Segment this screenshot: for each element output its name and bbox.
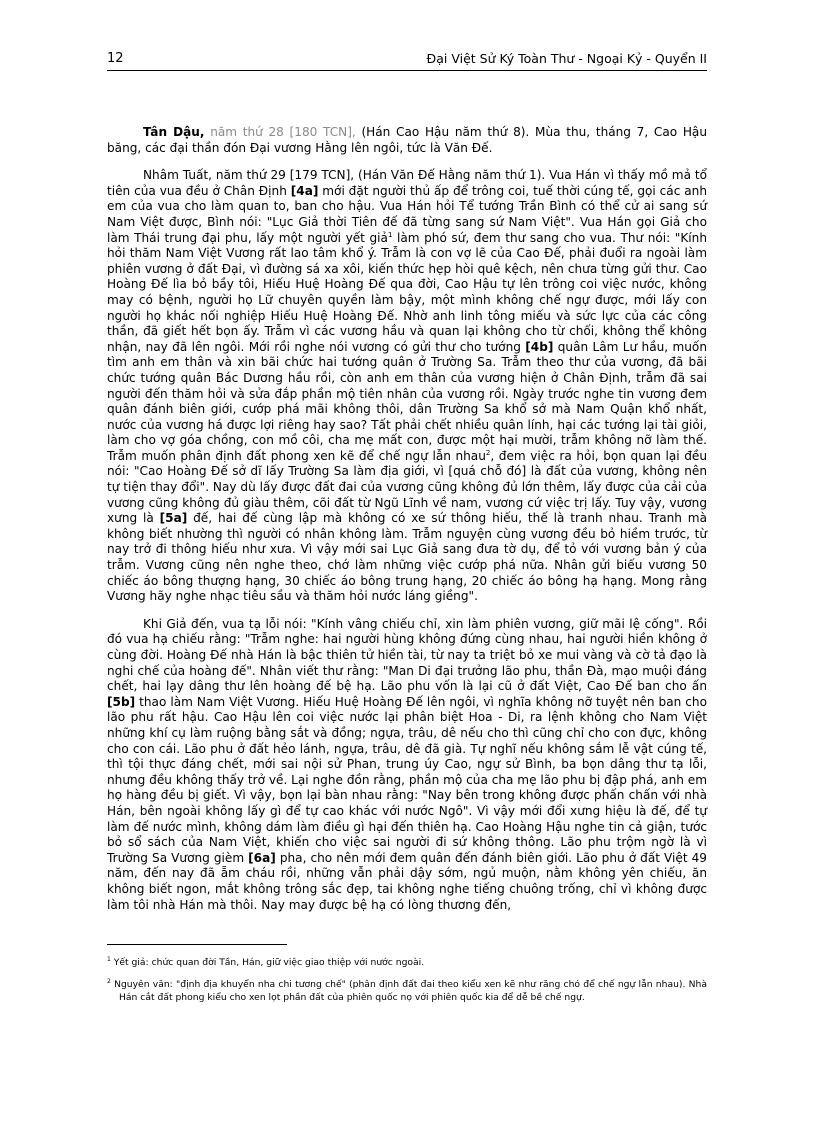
footnote-number: 2 (107, 978, 111, 986)
footnote-1 (107, 957, 707, 969)
main-text (107, 125, 707, 925)
paragraph-tan-dau (107, 125, 707, 156)
paragraph-nham-tuat (107, 168, 707, 605)
paragraph-text: đế, hai đế cùng lập mà không có xe sứ thông hiếu, thế là tranh nhau. Tranh mà không biết nhường thì người có nhân không làm. Trẫm nguyện cùng vương đều bỏ hiềm trước, từ nay trở đi thông hiếu như xưa. Vì vậy mới sai Lục Giả sang đưa tờ dụ, để tỏ với vương bản ý của trẫm. Vương cũng nên nghe theo, chớ làm những việc cướp phá nữa. Nhân gửi biếu vương 50 chiếc áo bông thượng hạng, 30 chiếc áo bông trung hạng, 20 chiếc áo bông hạ hạng. Mong rằng Vương hãy nghe nhạc tiêu sầu và thăm hỏi nước láng giềng". (107, 511, 707, 604)
paragraph-text: mới đặt người thủ ấp để trông coi, tuế thời cúng tế, gọi các anh em của vua cho làm quan to, ban cho hậu. Vua Hán hỏi Tể tướng Trần Bình có thể cử ai sang sứ Nam Việt được, Bình nói: "Lục Giả thời Tiên đế đã từng sang sứ Nam Việt". Vua Hán gọi Giả cho làm Thái trung đại phu, lấy một người yết giả (107, 183, 707, 245)
footnotes (107, 957, 707, 1014)
paragraph-text: , đem việc ra hỏi, bọn quan lại đều nói: "Cao Hoàng Đế sở dĩ lấy Trường Sa làm địa giới, vì [quá chỗ đó] là đất của vương, không nên tự tiện thay đổi". Nay dù lấy được đất đai của vương cũng không đủ lớn thêm, lấy được của cải của vương cũng không đủ giàu thêm, cõi đất từ Ngũ Lĩnh về nam, vương cứ việc trị lấy. Tuy vậy, vương xưng là (107, 448, 707, 526)
paragraph-text: làm phó sứ, đem thư sang cho vua. Thư nói: "Kính hỏi thăm Nam Việt Vương rất lao tâm khổ ý. Trẫm là con vợ lẽ của Cao Đế, phải đuổi ra ngoài làm phiên vương ở đất Đại, vì đường sá xa xôi, kiến thức hẹp hòi quê kệch, nên chưa từng gửi thư. Cao Hoàng Đế lìa bỏ bầy tôi, Hiếu Huệ Hoàng Đế qua đời, Cao Hậu tự lên trông coi việc nước, không may có bệnh, người họ Lữ chuyên quyền làm bậy, một mình không chế ngự được, mới lấy con người họ khác nối nghiệp Hiếu Huệ Hoàng Đế. Nhờ anh linh tông miếu và sức lực của các công thần, đã giết hết bọn ấy. Trẫm vì các vương hầu và quan lại không cho từ chối, không thể không nhận, nay đã lên ngôi. Mới rồi nghe nói vương có gửi thư cho tướng (107, 230, 707, 354)
paragraph-text: Khi Giả đến, vua tạ lỗi nói: "Kính vâng chiếu chỉ, xin làm phiên vương, giữ mãi lệ cống". Rồi đó vua hạ chiếu rằng: "Trẫm nghe: hai người hùng không đứng cùng nhau, hai người hiền không ở cùng đời. Hoàng Đế nhà Hán là bậc thiên tử hiền tài, từ nay ta triệt bỏ xe mui vàng và cờ tả đạo là nghi chế của hoàng đế". Nhân viết thư rằng: "Man Di đại trưởng lão phu, thần Đà, mạo muội đáng chết, hai lạy dâng thư lên hoàng đế bệ hạ. Lão phu vốn là lại cũ ở đất Việt, Cao Đế ban cho ấn (107, 616, 707, 694)
paragraph-text: (Hán Cao Hậu năm thứ 8). Mùa thu, tháng 7, Cao Hậu băng, các đại thần đón Đại vương Hằng lên ngôi, tức là Văn Đế. (107, 125, 707, 155)
paragraph-text: Nhâm Tuất, năm thứ 29 [179 TCN], (Hán Văn Đế Hằng năm thứ 1). Vua Hán vì thấy mồ mả tổ tiên của vua đều ở Chân Định (107, 168, 707, 198)
footnote-rule (107, 944, 287, 945)
paragraph-khi-gia-den (107, 617, 707, 913)
page-number: 12 (107, 51, 124, 66)
folio-marker: [5a] (159, 511, 188, 526)
footnote-ref[interactable]: 1 (387, 230, 393, 239)
footnote-number: 1 (107, 955, 111, 963)
year-heading: Tân Dậu, (143, 125, 205, 139)
folio-marker: [6a] (248, 850, 276, 865)
folio-marker: [4a] (290, 183, 319, 198)
footnote-2 (107, 979, 707, 1004)
paragraph-text: pha, cho nên mới đem quân đến đánh biên giới. Lão phu ở đất Việt 49 năm, đến nay đã ẵm cháu rồi, những vẫn phải dậy sớm, ngủ muộn, nằm không yên chiếu, ăn không biết ngon, mắt không trông sắc đẹp, tai không nghe tiếng chuông trống, chỉ vì không được làm tôi nhà Hán mà thôi. Nay may được bệ hạ có lòng thương đến, (107, 850, 707, 912)
footnote-text: Yết giả: chức quan đời Tần, Hán, giữ việc giao thiệp với nước ngoài. (110, 957, 425, 968)
running-title: Đại Việt Sử Ký Toàn Thư - Ngoại Kỷ - Quyển II (426, 51, 707, 66)
header-rule (107, 70, 707, 71)
footnote-text: Nguyên văn: "định địa khuyển nha chi tương chế" (phân định đất đai theo kiểu xen kẽ như răng chó để chế ngự lẫn nhau). Nhà Hán cắt đất phong kiểu cho xen lọt phần đất của phiên quốc nọ với phiên quốc kia để dễ bề chế ngự. (110, 979, 707, 1003)
paragraph-text: quân Lâm Lư hầu, muốn tìm anh em thân và xin bãi chức hai tướng quân ở Trường Sa. Trẫm theo thư của vương, đã bãi chức tướng quân Bác Dương hầu rồi, còn anh em thân của vương hiện ở Chân Định, trẫm đã sai người đến thăm hỏi và sửa đắp phần mộ tiên nhân của vương rồi. Ngày trước nghe tin vương đem quân đánh biên giới, cướp phá mãi không thôi, dân Trường Sa khổ sở mà Nam Quận khổ nhất, nước của vương há được lợi riêng hay sao? Tất phải chết nhiều quân lính, hại các tướng lại tài giỏi, làm cho vợ góa chồng, con mồ côi, cha mẹ mất con, được một hại mười, trẫm không nỡ làm thế. Trẫm muốn phân định đất phong xen kẽ để chế ngự lẫn nhau (107, 339, 707, 463)
paragraph-text: thao làm Nam Việt Vương. Hiếu Huệ Hoàng Đế lên ngôi, vì nghĩa không nỡ tuyệt nên ban cho lão phu rất hậu. Cao Hậu lên coi việc nước lại phân biệt Hoa - Di, ra lệnh không cho Nam Việt những khí cụ làm ruộng bằng sắt và đồng; ngựa, trâu, dê nếu cho thì cũng chỉ cho con đực, không cho con cái. Lão phu ở đất hẻo lánh, ngựa, trâu, dê đã già. Tự nghĩ nếu không sắm lễ vật cúng tế, thì tội thực đáng chết, mới sai nội sử Phan, trung úy Cao, ngự sử Bình, ba bọn dâng thư tạ lỗi, nhưng đều không thấy trở về. Lại nghe đồn rằng, phần mộ của cha mẹ lão phu bị đập phá, anh em họ hàng đều bị giết. Vì vậy, bọn lại bàn nhau rằng: "Nay bên trong không được phấn chấn với nhà Hán, bên ngoài không lấy gì để tự cao khác với nước Ngô". Vì vậy mới đổi xưng hiệu là đế, để tự làm đế nước mình, không dám làm điều gì hại đến thiên hạ. Cao Hoàng Hậu nghe tin cả giận, tước bỏ sổ sách của Nam Việt, khiến cho việc sai người đi sứ không thông. Lão phu trộm ngờ là vì Trường Sa Vương gièm (107, 694, 707, 865)
footnote-ref[interactable]: 2 (485, 448, 491, 457)
folio-marker: [5b] (107, 694, 136, 709)
page-header (107, 51, 707, 71)
folio-marker: [4b] (525, 339, 554, 354)
year-note: năm thứ 28 [180 TCN], (210, 125, 356, 139)
